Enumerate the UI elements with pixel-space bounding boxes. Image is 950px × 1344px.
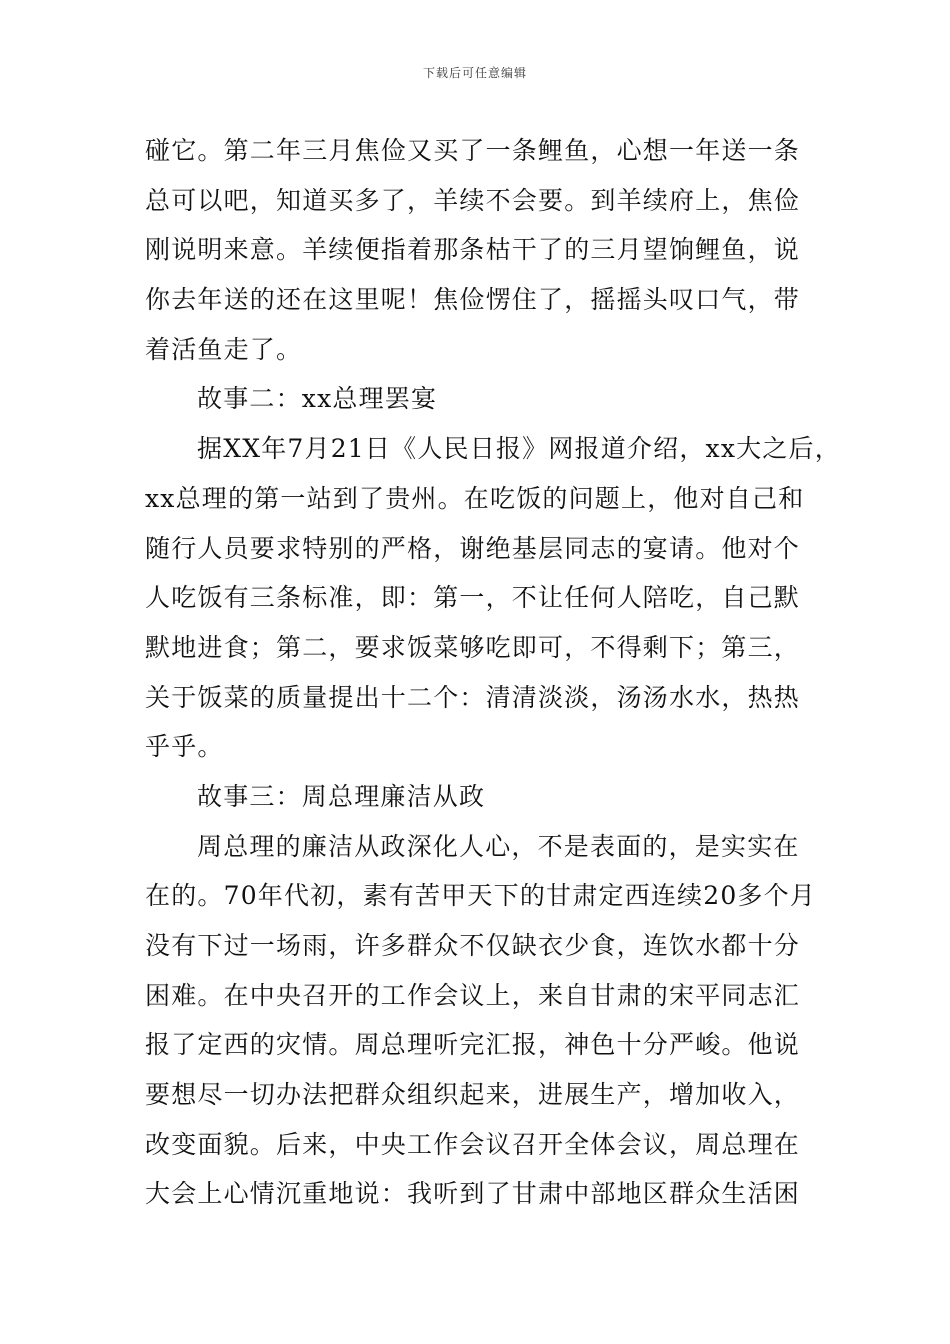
paragraph-first-line: 据XX年7月21日《人民日报》网报道介绍，xx大之后，	[197, 434, 841, 464]
body-line: 总可以吧，知道买多了，羊续不会要。到羊续府上，焦俭	[145, 185, 801, 215]
body-line: 着活鱼走了。	[145, 334, 303, 364]
body-line: 改变面貌。后来，中央工作会议召开全体会议，周总理在	[145, 1129, 801, 1159]
body-line: 刚说明来意。羊续便指着那条枯干了的三月望饷鲤鱼，说	[145, 235, 801, 265]
body-line: 关于饭菜的质量提出十二个：清清淡淡，汤汤水水，热热	[145, 682, 801, 712]
section-heading-story-three: 故事三：周总理廉洁从政	[197, 781, 486, 811]
body-line: 要想尽一切办法把群众组织起来，进展生产，增加收入，	[145, 1080, 801, 1110]
body-line: 大会上心情沉重地说：我听到了甘肃中部地区群众生活困	[145, 1179, 801, 1209]
body-line: 你去年送的还在这里呢！焦俭愣住了，摇摇头叹口气，带	[145, 285, 801, 315]
page-header: 下载后可任意编辑	[422, 66, 527, 80]
body-line: 没有下过一场雨，许多群众不仅缺衣少食，连饮水都十分	[145, 931, 801, 960]
body-line: 默地进食；第二，要求饭菜够吃即可，不得剩下；第三，	[145, 632, 801, 662]
body-line: 困难。在中央召开的工作会议上，来自甘肃的宋平同志汇	[145, 980, 801, 1010]
section-heading-story-two: 故事二：xx总理罢宴	[197, 384, 438, 414]
body-line: 碰它。第二年三月焦俭又买了一条鲤鱼，心想一年送一条	[145, 136, 801, 165]
body-line: 随行人员要求特别的严格，谢绝基层同志的宴请。他对个	[145, 533, 801, 563]
body-line: 乎乎。	[145, 732, 224, 762]
document-body	[145, 126, 841, 1219]
body-line: 报了定西的灾情。周总理听完汇报，神色十分严峻。他说	[145, 1030, 801, 1060]
body-line: 人吃饭有三条标准，即：第一，不让任何人陪吃，自己默	[145, 583, 801, 613]
paragraph-first-line: 周总理的廉洁从政深化人心，不是表面的，是实实在	[197, 831, 800, 861]
body-line: 在的。70年代初，素有苦甲天下的甘肃定西连续20多个月	[145, 881, 817, 911]
body-line: xx总理的第一站到了贵州。在吃饭的问题上，他对自己和	[145, 483, 805, 513]
